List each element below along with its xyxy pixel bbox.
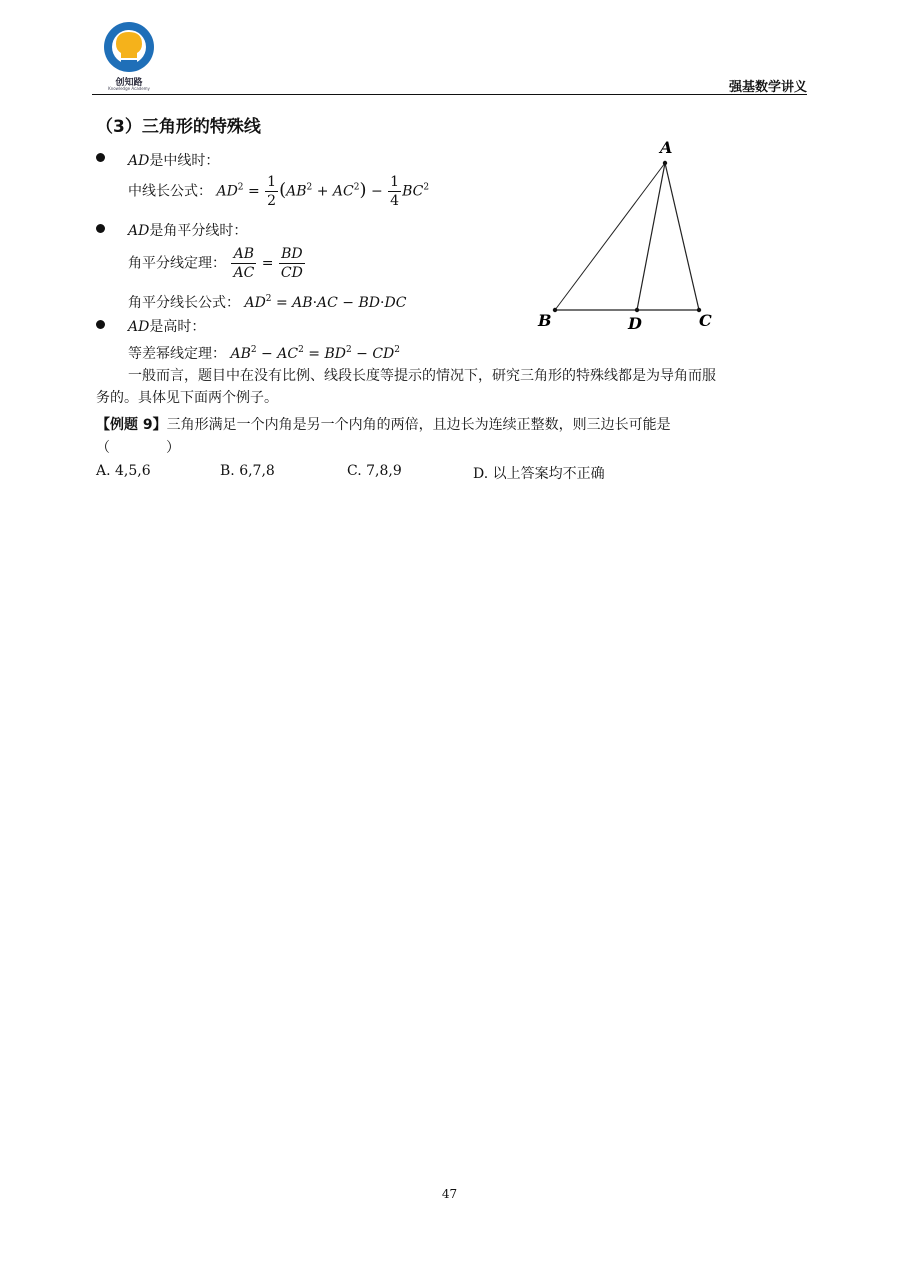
side-ab [555,163,665,310]
bullet-icon [96,320,105,329]
bisector-length: 角平分线长公式： $AD^2 = AB\cdot AC - BD\cdot DC$ [128,294,407,311]
altitude-formula: 等差幂线定理： $AB^2 - AC^2 = BD^2 - CD^2$ [128,345,400,362]
example-tag: 【例题 9】 [96,417,167,433]
answer-blank: （ ） [96,440,180,456]
logo-text: 创知路 [115,78,143,88]
fraction-one-half: $\frac{1}{2}$ [267,174,277,209]
bisector-heading-text: 是角平分线时： [149,223,248,239]
page-number: 47 [441,1187,458,1201]
section-title: （3）三角形的特殊线 [96,117,261,137]
label-c: C [699,311,712,330]
header-divider [92,94,807,95]
choice-d: D. 以上答案均不正确 [473,466,605,482]
median-heading-text: 是中线时： [149,153,220,169]
median-formula-label: 中线长公式： [128,183,212,200]
logo-subtext: Knowledge Academy [108,86,150,91]
fraction-one-quarter: $\frac{1}{4}$ [390,174,400,209]
fraction-ab-ac: $\frac{AB}{AC}$ [233,246,255,281]
label-d: D [628,314,642,333]
example-text: 三角形满足一个内角是另一个内角的两倍，且边长为连续正整数，则三边长可能是 [166,417,671,433]
median-heading: AD是中线时： [128,153,220,169]
point-d [635,308,639,312]
paragraph-line-2: 务的。具体见下面两个例子。 [96,390,278,406]
altitude-heading-text: 是高时： [149,319,206,335]
bisector-theorem-label: 角平分线定理： [128,255,226,272]
label-a: A [660,138,673,157]
paragraph [96,365,716,409]
choice-c: C. 7,8,9 [347,463,402,479]
altitude-heading: AD是高时： [128,319,206,335]
label-b: B [538,311,552,330]
bullet-icon [96,153,105,162]
bullet-icon [96,224,105,233]
vertex-b-point [553,308,557,312]
median-formula: 中线长公式： $AD^2$ = $\frac{1}{2}$ $(AB^2 + AC^2)$ − $\frac{1}{4}$ $BC^2$ [128,174,430,209]
altitude-formula-label: 等差幂线定理： [128,346,226,362]
segment-ad [637,163,665,310]
bisector-length-label: 角平分线长公式： [128,295,240,311]
bisector-heading: AD是角平分线时： [128,223,248,239]
choice-a: A. 4,5,6 [96,463,151,479]
fraction-bd-cd: $\frac{BD}{CD}$ [280,246,303,281]
example-question [96,414,671,436]
header-title: 强基数学讲义 [728,80,807,95]
choice-b: B. 6,7,8 [220,463,275,479]
vertex-a-point [663,161,667,165]
triangle-diagram [530,138,730,338]
bisector-theorem: 角平分线定理： $\frac{AB}{AC}$ = $\frac{BD}{CD}$ [128,246,303,281]
paragraph-line-1: 一般而言，题目中在没有比例、线段长度等提示的情况下，研究三角形的特殊线都是为导角而服 [128,368,716,384]
side-ac [665,163,699,310]
